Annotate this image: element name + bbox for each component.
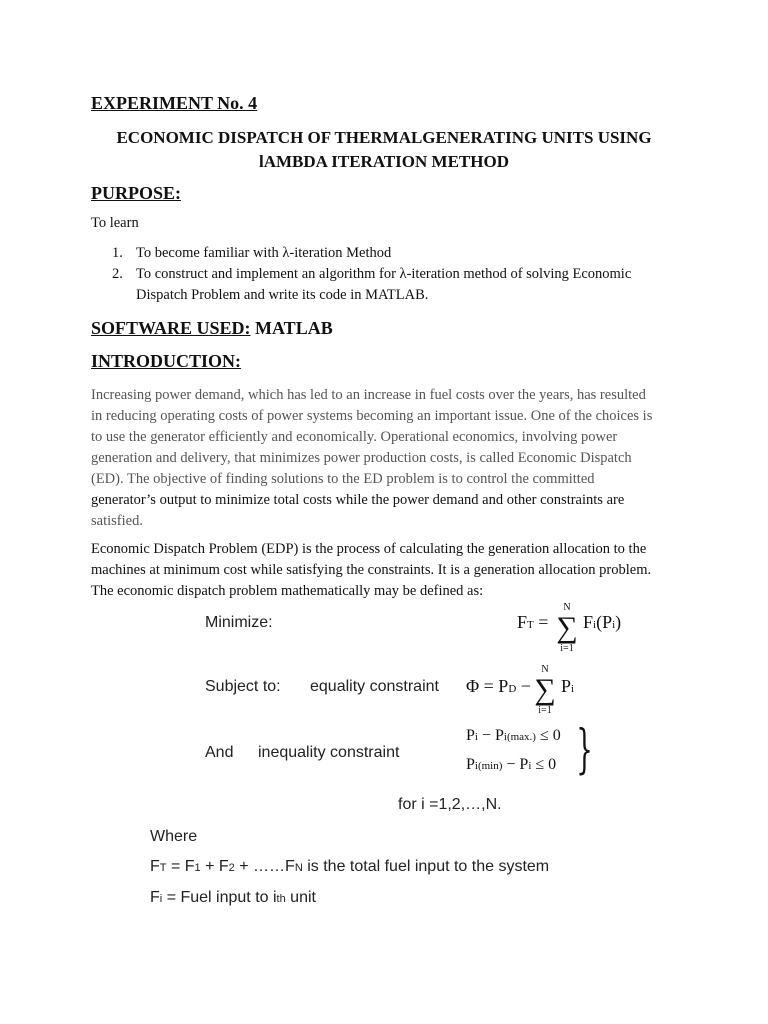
- software-value: MATLAB: [250, 318, 333, 338]
- where-label: Where: [150, 828, 198, 845]
- intro-paragraph-2: [91, 539, 691, 602]
- objective-equation: FT =: [517, 612, 549, 632]
- equality-equation: Φ = PD −: [466, 676, 531, 696]
- subject-to-label: Subject to:: [205, 678, 281, 695]
- intro-p1-line: (ED). The objective of finding solutions to the ED problem is to control the committed: [91, 471, 595, 487]
- intro-p1-line: to use the generator efficiently and economically. Operational economics, involving power: [91, 429, 618, 445]
- intro-p1-line: in reducing operating costs of power systems becoming an important issue. One of the choices is: [91, 408, 653, 424]
- intro-p1-line: generator’s output to minimize total costs while the power demand and other constraints are: [91, 492, 625, 508]
- software-heading: SOFTWARE USED: MATLAB: [91, 318, 333, 338]
- purpose-item-2-num: 2.: [112, 266, 123, 282]
- document-title: [60, 126, 708, 174]
- and-label: And: [205, 744, 234, 761]
- introduction-heading: INTRODUCTION:: [91, 351, 242, 371]
- intro-p2-line: Economic Dispatch Problem (EDP) is the process of calculating the generation allocation to the: [91, 541, 647, 557]
- purpose-item-1: To become familiar with λ-iteration Method: [136, 245, 392, 261]
- intro-p1-line: satisfied.: [91, 513, 143, 529]
- equality-rhs: Pi: [561, 676, 575, 696]
- for-range: for i =1,2,…,N.: [398, 796, 502, 813]
- ft-definition: FT = F1 + F2 + ……FN is the total fuel input to the system: [150, 858, 550, 875]
- title-line-1: ECONOMIC DISPATCH OF THERMALGENERATING UNITS USING: [116, 128, 652, 147]
- right-brace: }: [576, 720, 593, 780]
- intro-p2-line: machines at minimum cost while satisfying the constraints. It is a generation allocation problem.: [91, 562, 652, 578]
- objective-rhs: Fi(Pi): [583, 612, 622, 632]
- sum-symbol: N ∑ i=1: [534, 664, 556, 716]
- purpose-item-2-line1: To construct and implement an algorithm for λ-iteration method of solving Economic: [136, 266, 632, 282]
- experiment-heading: EXPERIMENT No. 4: [91, 93, 258, 113]
- inequality-upper: Pi − Pi(max.) ≤ 0: [466, 727, 561, 744]
- intro-paragraph-1: [91, 385, 691, 532]
- title-line-2: lAMBDA ITERATION METHOD: [259, 152, 509, 171]
- purpose-heading: PURPOSE:: [91, 183, 181, 203]
- sum-symbol: N ∑ i=1: [556, 602, 578, 654]
- intro-p1-line: generation and delivery, that minimizes power production costs, is called Economic Dispatch: [91, 450, 632, 466]
- inequality-label: inequality constraint: [258, 744, 400, 761]
- inequality-lower: Pi(min) − Pi ≤ 0: [466, 756, 557, 773]
- intro-p1-line: Increasing power demand, which has led to an increase in fuel costs over the years, has resulted: [91, 387, 646, 403]
- fi-definition: Fi = Fuel input to ith unit: [150, 889, 316, 906]
- minimize-label: Minimize:: [205, 614, 273, 631]
- purpose-intro: To learn: [91, 215, 139, 231]
- purpose-item-2-line2: Dispatch Problem and write its code in MATLAB.: [136, 287, 429, 303]
- equality-label: equality constraint: [310, 678, 439, 695]
- purpose-item-1-num: 1.: [112, 245, 123, 261]
- intro-p2-line: The economic dispatch problem mathematically may be defined as:: [91, 583, 484, 599]
